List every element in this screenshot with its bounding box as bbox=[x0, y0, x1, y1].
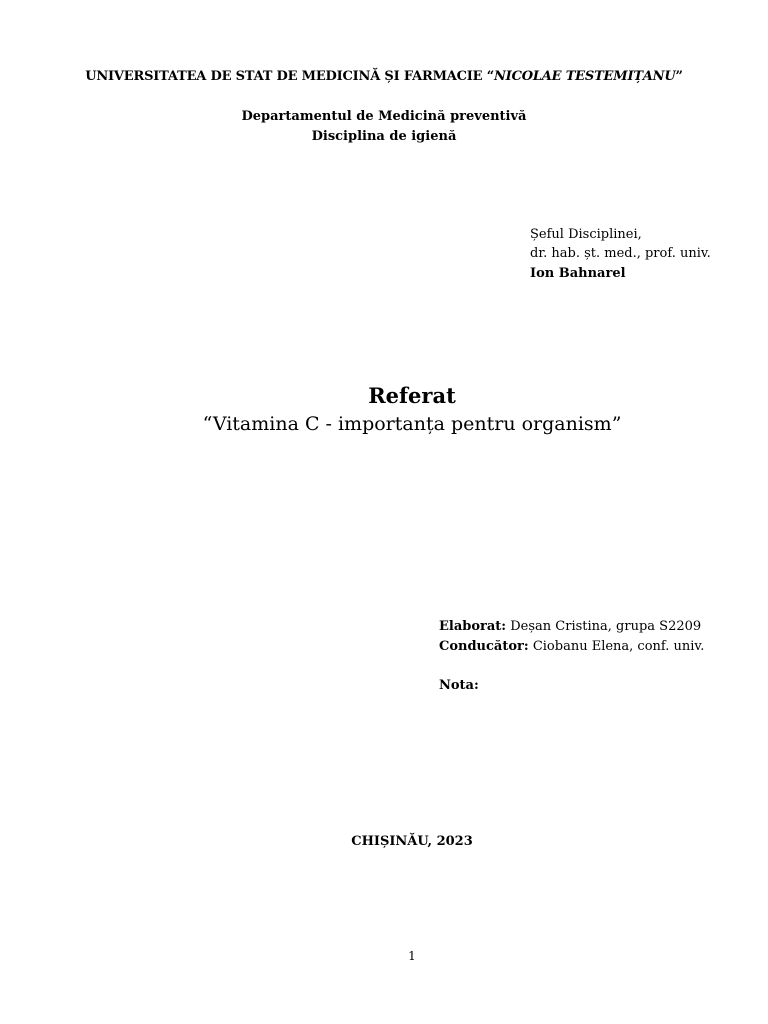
department-heading: Departamentul de Medicină preventivă bbox=[241, 109, 527, 124]
conducator-label: Conducător: bbox=[439, 639, 529, 654]
university-suffix: ” bbox=[675, 69, 683, 84]
signer-name: Ion Bahnarel bbox=[530, 266, 626, 281]
document-title: “Vitamina C - importanța pentru organism” bbox=[202, 413, 622, 435]
signer-degree: dr. hab. șt. med., prof. univ. bbox=[530, 246, 711, 261]
nota-label: Nota: bbox=[439, 678, 479, 693]
document-type: Referat bbox=[368, 383, 456, 408]
signer-role: Șeful Disciplinei, bbox=[530, 227, 642, 242]
elaborat-label: Elaborat: bbox=[439, 619, 507, 634]
city-year: CHIȘINĂU, 2023 bbox=[351, 834, 473, 849]
conducator-value: Ciobanu Elena, conf. univ. bbox=[528, 639, 705, 654]
university-heading bbox=[0, 69, 768, 84]
university-name: NICOLAE TESTEMIȚANU bbox=[494, 69, 676, 84]
nota-line bbox=[439, 678, 479, 693]
university-prefix: UNIVERSITATEA DE STAT DE MEDICINĂ ȘI FARMACIE “ bbox=[85, 69, 494, 84]
discipline-heading: Disciplina de igienă bbox=[311, 129, 457, 144]
page-number: 1 bbox=[408, 949, 416, 963]
elaborat-value: Deșan Cristina, grupa S2209 bbox=[506, 619, 702, 634]
conducator-line bbox=[439, 639, 704, 654]
elaborat-line bbox=[439, 619, 701, 634]
